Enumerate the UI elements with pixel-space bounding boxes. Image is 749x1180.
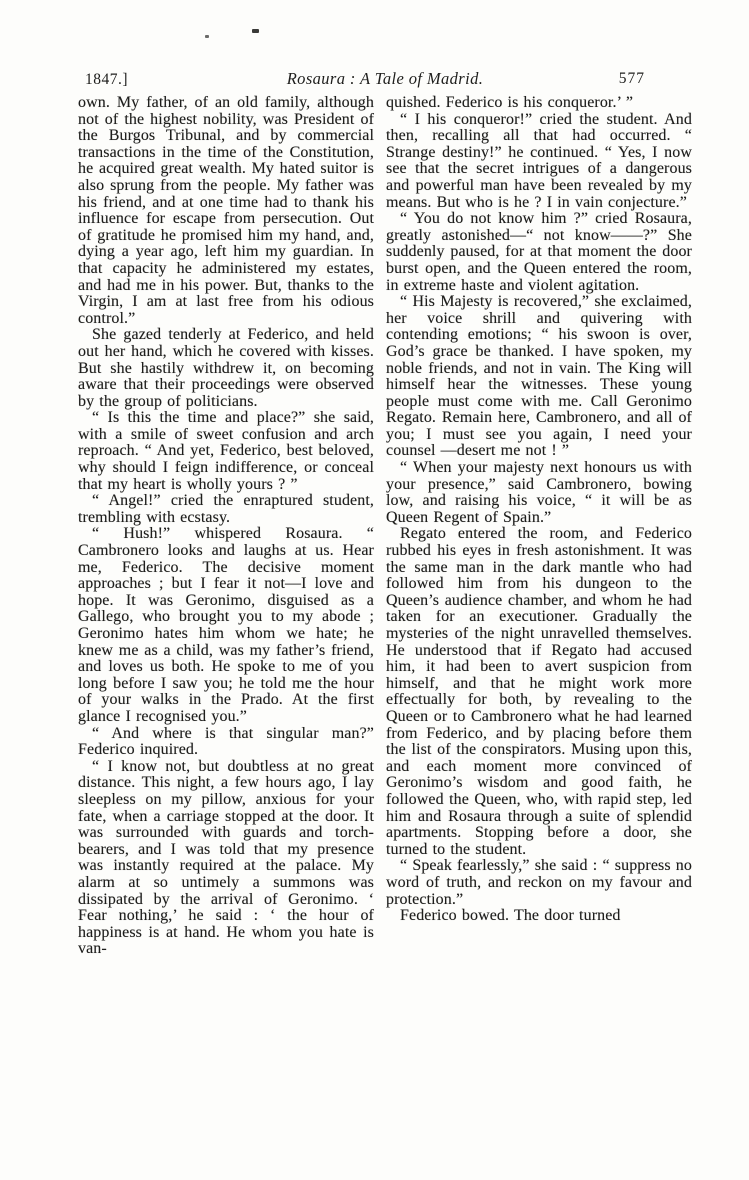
paragraph: “ Speak fearlessly,” she said : “ suppress no word of truth, and reckon on my favour and protection.” bbox=[386, 857, 692, 908]
paragraph: “ You do not know him ?” cried Rosaura, greatly astonished—“ not know——?” She suddenly paused, for at that moment the door burst open, and the Queen entered the room, in extreme haste and violent agitation. bbox=[386, 210, 692, 294]
left-column bbox=[78, 95, 374, 958]
paragraph: Regato entered the room, and Federico rubbed his eyes in fresh astonishment. It was the same man in the dark mantle who had followed him from his dungeon to the Queen’s audience chamber, and whom he had taken for an executioner. Gradually the mysteries of the night unravelled themselves. He understood that if Regato had accused him, it had been to avert suspicion from himself, and that he might work more effectually for both, by revealing to the Queen or to Cambronero what he had learned from Federico, and by placing before them the list of the conspirators. Musing upon this, and each moment more convinced of Geronimo’s wisdom and good faith, he followed the Queen, who, with rapid step, led him and Rosaura through a suite of splendid apartments. Stopping before a door, she turned to the student. bbox=[386, 525, 692, 858]
header-year-label: 1847.] bbox=[85, 71, 129, 88]
paragraph: “ I know not, but doubtless at no great distance. This night, a few hours ago, I lay sleepless on my pillow, anxious for your fate, when a carriage stopped at the door. It was surrounded with guards and torch-bearers, and I was told that my presence was instantly required at the palace. My alarm at so untimely a summons was dissipated by the arrival of Geronimo. ‘ Fear nothing,’ he said : ‘ the hour of happiness is at hand. He whom you hate is van- bbox=[78, 757, 374, 958]
right-column bbox=[386, 95, 692, 958]
scan-speck bbox=[252, 29, 259, 33]
header-page-number: 577 bbox=[618, 70, 645, 87]
paragraph: “ Hush!” whispered Rosaura. “ Cambronero looks and laughs at us. Hear me, Federico. The decisive moment approaches ; but I fear it not—I love and hope. It was Geronimo, disguised as a Gallego, who brought you to my abode ; Geronimo hates him whom we hate; he knew me as a child, was my father’s friend, and loves us both. He spoke to me of you long before I saw you; he told me the hour of your walks in the Prado. At the first glance I recognised you.” bbox=[78, 525, 374, 725]
paragraph: “ I his conqueror!” cried the student. And then, recalling all that had occurred. “ Strange destiny!” he continued. “ Yes, I now see that the secret intrigues of a dangerous and powerful man have been revealed by my means. But who is he ? I in vain conjecture.” bbox=[386, 110, 692, 211]
page-title: Rosaura : A Tale of Madrid. bbox=[286, 69, 484, 88]
text-columns bbox=[78, 95, 692, 958]
paragraph: quished. Federico is his conqueror.’ ” bbox=[386, 94, 634, 111]
paragraph: “ His Majesty is recovered,” she exclaimed, her voice shrill and quivering with contending emotions; “ his swoon is over, God’s grace be thanked. I have spoken, my noble friends, and not in vain. The King will himself hear the witnesses. These young people must come with me. Call Geronimo Regato. Remain here, Cambronero, and all of you; I must see you again, I need your counsel —desert me not ! ” bbox=[386, 293, 692, 460]
paragraph: “ Is this the time and place?” she said, with a smile of sweet confusion and arch reproach. “ And yet, Federico, best beloved, why should I feign indifference, or conceal that my heart is wholly yours ? ” bbox=[78, 409, 374, 493]
scan-speck bbox=[205, 35, 209, 38]
paragraph: own. My father, of an old family, although not of the highest nobility, was President of the Burgos Tribunal, and by commercial transactions in the time of the Constitution, he acquired great wealth. My hated suitor is also sprung from the people. My father was his friend, and at one time had to thank his influence for escape from persecution. Out of gratitude he promised him my hand, and, dying a year ago, left him my guardian. In that capacity he administered my estates, and had me in his power. But, thanks to the Virgin, I am at last free from his odious control.” bbox=[78, 94, 374, 327]
paragraph: She gazed tenderly at Federico, and held out her hand, which he covered with kisses. But she hastily withdrew it, on becoming aware that their proceedings were observed by the group of politicians. bbox=[78, 326, 374, 410]
paragraph: “ And where is that singular man?” Federico inquired. bbox=[78, 724, 374, 759]
paragraph: “ Angel!” cried the enraptured student, trembling with ecstasy. bbox=[78, 492, 374, 526]
paragraph: Federico bowed. The door turned bbox=[400, 907, 621, 925]
paragraph: “ When your majesty next honours us with your presence,” said Cambronero, bowing low, and raising his voice, “ it will be as Queen Regent of Spain.” bbox=[386, 459, 692, 526]
